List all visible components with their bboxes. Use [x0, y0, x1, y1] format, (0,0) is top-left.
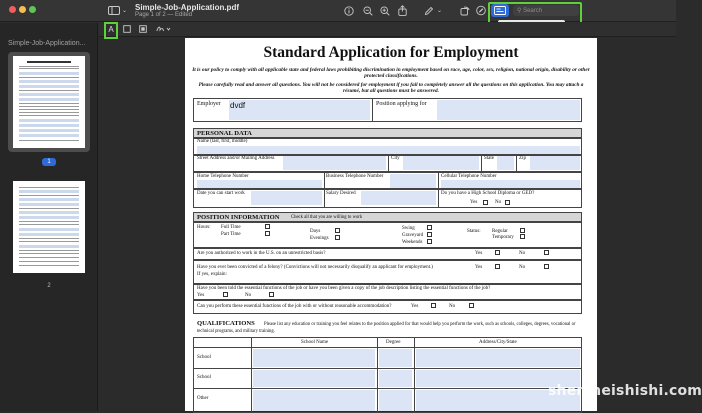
- authorized-yes-checkbox[interactable]: [495, 250, 500, 255]
- fullscreen-window-button[interactable]: [29, 6, 36, 13]
- markup-pen-icon[interactable]: [424, 6, 434, 19]
- swing-label: Swing: [402, 226, 415, 231]
- perform-yes-label: Yes: [411, 304, 419, 309]
- col-school-name: School Name: [301, 340, 329, 345]
- regular-checkbox[interactable]: [520, 228, 525, 233]
- full-time-label: Full Time: [221, 225, 241, 230]
- evenings-checkbox[interactable]: [335, 235, 340, 240]
- felony-question: Have you ever been convicted of a felony? (Convictions will not necessarily disqualify an applicant for employment.): [197, 265, 433, 270]
- graveyard-checkbox[interactable]: [427, 232, 432, 237]
- regular-label: Regular: [492, 229, 508, 234]
- school-2-name-field[interactable]: [253, 370, 375, 387]
- text-tool-button[interactable]: [104, 22, 118, 39]
- search-icon: ⚲: [517, 7, 522, 14]
- part-time-checkbox[interactable]: [265, 231, 270, 236]
- full-time-checkbox[interactable]: [265, 224, 270, 229]
- sidebar-toggle-icon[interactable]: [108, 6, 120, 18]
- essential-no-label: No: [245, 293, 252, 298]
- form-filling-icon: [494, 6, 506, 15]
- document-subtitle: Page 1 of 2 — Edited: [135, 12, 193, 18]
- felony-row: [193, 260, 582, 284]
- weekends-checkbox[interactable]: [427, 239, 432, 244]
- school-row-label: School: [197, 355, 211, 360]
- search-input[interactable]: [513, 5, 579, 16]
- other-degree-field[interactable]: [379, 390, 412, 411]
- instructions-statement: Please carefully read and answer all questions. You will not be considered for employment if you fail to completely answer all the questions on this application. You may attach a résumé, but all questions must be answered.: [198, 82, 584, 95]
- salary-field[interactable]: [361, 191, 436, 205]
- state-label: State: [484, 156, 494, 161]
- start-date-label: Date you can start work: [197, 191, 245, 196]
- diploma-yes-checkbox[interactable]: [483, 200, 488, 205]
- status-label: Status:: [467, 229, 481, 234]
- perform-yes-checkbox[interactable]: [431, 303, 436, 308]
- hours-label: Hours:: [197, 225, 211, 230]
- authorized-no-checkbox[interactable]: [544, 250, 549, 255]
- other-name-field[interactable]: [253, 390, 375, 411]
- search-placeholder: Search: [523, 8, 543, 14]
- graveyard-label: Graveyard: [402, 233, 424, 238]
- minimize-window-button[interactable]: [19, 6, 26, 13]
- share-icon[interactable]: [398, 5, 407, 19]
- name-field[interactable]: [197, 146, 580, 154]
- position-info-note: Check all that you are willing to work: [291, 215, 363, 220]
- business-phone-label: Business Telephone Number: [326, 174, 384, 179]
- perform-functions-question: Can you perform these essential functions of the job with or without reasonable accommodation?: [197, 304, 392, 309]
- start-date-field[interactable]: [251, 191, 322, 205]
- chevron-down-icon[interactable]: ⌄: [122, 7, 128, 14]
- watermark: shenmeishishi.com: [548, 383, 702, 399]
- part-time-label: Part Time: [221, 232, 241, 237]
- home-phone-field[interactable]: [197, 180, 322, 188]
- checkbox-tool-icon[interactable]: [123, 25, 131, 36]
- qualifications-title: QUALIFICATIONS: [197, 320, 255, 327]
- diploma-label: Do you have a High School Diploma or GED?: [441, 191, 535, 196]
- rotate-icon[interactable]: [460, 5, 470, 19]
- employer-field[interactable]: [229, 100, 370, 120]
- zip-label: Zip: [519, 156, 526, 161]
- name-label: Name (last, first, middle): [197, 139, 248, 144]
- school-row-label: School: [197, 375, 211, 380]
- authorized-question: Are you authorized to work in the U.S. on an unrestricted basis?: [197, 251, 326, 256]
- zoom-in-icon[interactable]: [380, 6, 390, 19]
- col-address: Address/City/State: [479, 340, 517, 345]
- employer-value: dvdf: [230, 101, 246, 110]
- essential-functions-question: Have you been told the essential functions of the job or have you been given a copy of the job description listing the essential functions of the job?: [197, 286, 491, 291]
- text-tool-label: A: [108, 25, 114, 34]
- page-thumbnail-1[interactable]: [13, 56, 85, 148]
- markup-toolbar-icon[interactable]: [476, 5, 486, 19]
- street-field[interactable]: [283, 156, 386, 170]
- markup-chevron-icon[interactable]: ⌄: [437, 7, 443, 14]
- essential-no-checkbox[interactable]: [269, 292, 274, 297]
- col-degree: Degree: [386, 340, 401, 345]
- cell-phone-label: Cellular Telephone Number: [441, 174, 497, 179]
- document-title: Simple-Job-Application.pdf: [135, 3, 239, 12]
- zoom-out-icon[interactable]: [363, 6, 373, 19]
- sidebar-title: Simple-Job-Application...: [8, 40, 86, 47]
- felony-explain-label: If yes, explain:: [197, 272, 227, 277]
- salary-label: Salary Desired: [326, 191, 356, 196]
- perform-no-label: No: [449, 304, 456, 309]
- page-number-2: 2: [47, 283, 51, 289]
- position-applying-label: Position applying for: [376, 101, 427, 107]
- swing-checkbox[interactable]: [427, 225, 432, 230]
- school-1-address-field[interactable]: [416, 349, 580, 367]
- position-info-title: POSITION INFORMATION: [197, 214, 280, 221]
- page-thumbnail-2[interactable]: [13, 181, 85, 273]
- page-number-1: 1: [42, 158, 56, 166]
- days-checkbox[interactable]: [335, 228, 340, 233]
- zip-field[interactable]: [530, 156, 580, 170]
- city-field[interactable]: [403, 156, 479, 170]
- position-applying-field[interactable]: [437, 100, 580, 120]
- weekends-label: Weekends: [402, 240, 423, 245]
- signature-tool-icon[interactable]: [156, 25, 172, 36]
- info-icon[interactable]: [344, 6, 354, 19]
- authorized-no-label: No: [519, 251, 526, 256]
- qualifications-note: Please list any education or training you feel relates to the position applied for that would help you perform the work, such as schools, colleges, degrees, vocational or technical programs, and military training.: [197, 322, 576, 334]
- days-label: Days: [310, 229, 321, 234]
- felony-yes-checkbox[interactable]: [495, 264, 500, 269]
- home-phone-label: Home Telephone Number: [197, 174, 249, 179]
- close-window-button[interactable]: [9, 6, 16, 13]
- personal-data-title: PERSONAL DATA: [197, 130, 252, 137]
- felony-yes-label: Yes: [475, 265, 483, 270]
- school-1-degree-field[interactable]: [379, 349, 412, 367]
- text-box-tool-icon[interactable]: [139, 25, 147, 36]
- pdf-page: [185, 38, 597, 411]
- form-title: Standard Application for Employment: [263, 44, 519, 61]
- diploma-no-checkbox[interactable]: [505, 200, 510, 205]
- business-phone-field[interactable]: [390, 174, 436, 188]
- perform-no-checkbox[interactable]: [469, 303, 474, 308]
- temporary-label: Temporary: [492, 235, 514, 240]
- felony-no-checkbox[interactable]: [544, 264, 549, 269]
- school-1-name-field[interactable]: [253, 349, 375, 367]
- employer-label: Employer: [197, 101, 221, 107]
- diploma-no-label: No: [495, 200, 502, 205]
- diploma-yes-label: Yes: [470, 200, 478, 205]
- school-2-degree-field[interactable]: [379, 370, 412, 387]
- essential-yes-label: Yes: [197, 293, 205, 298]
- authorized-yes-label: Yes: [475, 251, 483, 256]
- state-field[interactable]: [497, 156, 514, 170]
- evenings-label: Evenings: [310, 236, 329, 241]
- other-row-label: Other: [197, 396, 209, 401]
- policy-statement: It is our policy to comply with all applicable state and federal laws prohibiting discrimination in employment based on race, age, color, sex, religion, national origin, disability or other protected classifications.: [192, 67, 590, 80]
- temporary-checkbox[interactable]: [520, 234, 525, 239]
- street-label: Street Address and/or Mailing Address: [197, 156, 275, 161]
- cell-phone-field[interactable]: [441, 180, 580, 188]
- essential-yes-checkbox[interactable]: [223, 292, 228, 297]
- form-filling-toolbar-button[interactable]: [491, 4, 509, 17]
- form-filling-toolbar: [99, 22, 676, 37]
- city-label: City: [391, 156, 400, 161]
- felony-no-label: No: [519, 265, 526, 270]
